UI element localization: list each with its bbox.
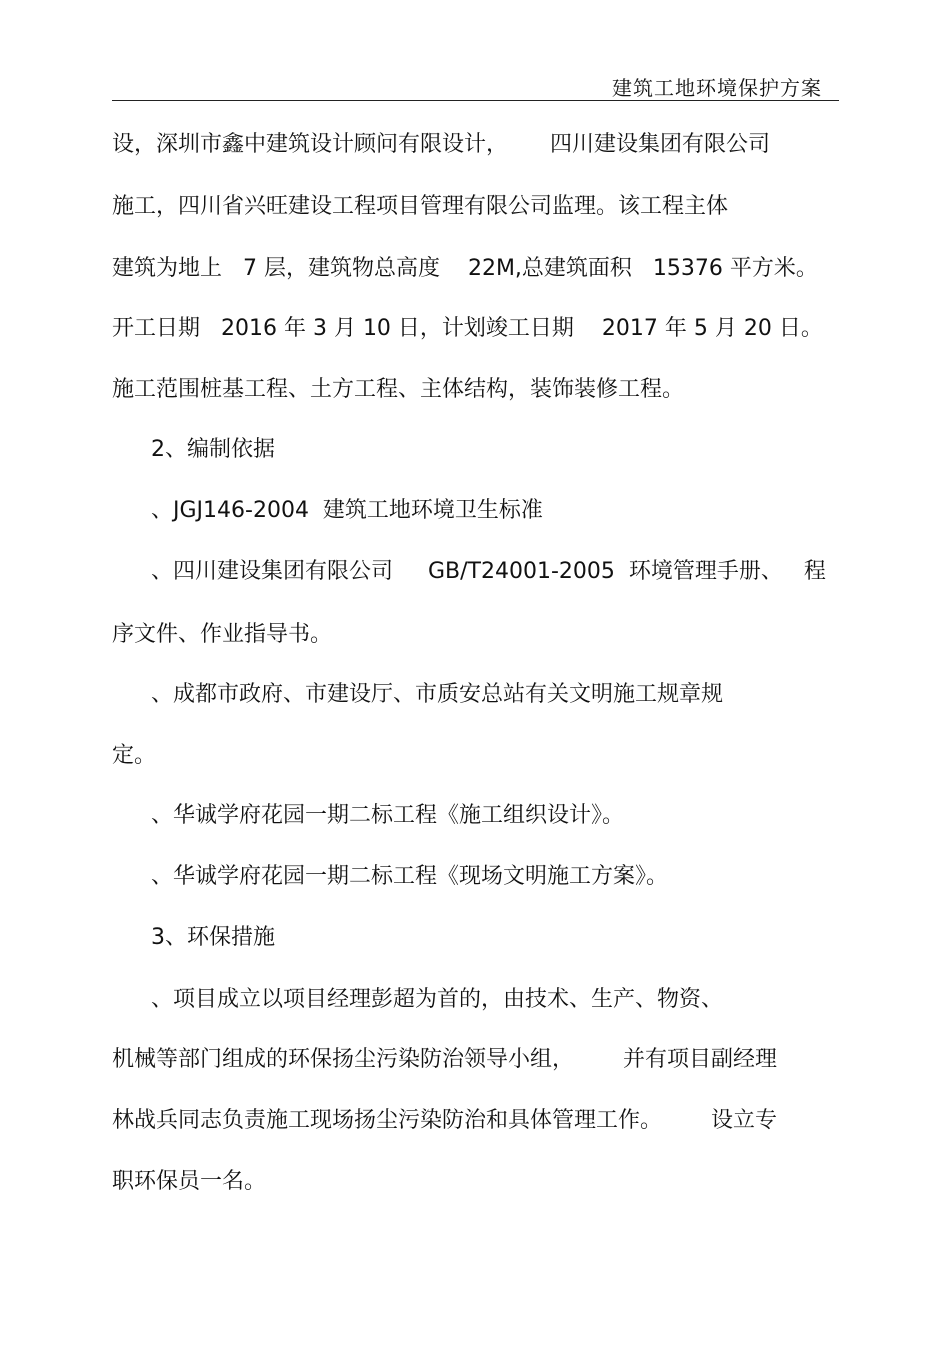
body-line: 建筑为地上 7 层，建筑物总高度 22M,总建筑面积 15376 平方米。 [112,256,818,281]
body-line: 林战兵同志负责施工现场扬尘污染防治和具体管理工作。 设立专 [112,1108,777,1133]
list-item: 、华诚学府花园一期二标工程《施工组织设计》。 [151,803,625,828]
body-line: 开工日期 2016 年 3 月 10 日，计划竣工日期 2017 年 5 月 20 日。 [112,316,823,341]
list-item: 、JGJ146-2004 建筑工地环境卫生标准 [151,498,543,523]
section-heading: 2、编制依据 [151,437,275,462]
list-item: 、华诚学府花园一期二标工程《现场文明施工方案》。 [151,864,669,889]
list-item: 、成都市政府、市建设厅、市质安总站有关文明施工规章规 [151,682,724,707]
body-line: 机械等部门组成的环保扬尘污染防治领导小组， 并有项目副经理 [112,1047,777,1072]
section-heading: 3、环保措施 [151,925,275,950]
body-line: 施工范围桩基工程、土方工程、主体结构，装饰装修工程。 [112,377,685,402]
list-item: 、项目成立以项目经理彭超为首的，由技术、生产、物资、 [151,987,724,1012]
body-line: 施工，四川省兴旺建设工程项目管理有限公司监理。该工程主体 [112,194,729,219]
body-line: 职环保员一名。 [112,1169,267,1194]
body-line: 定。 [112,743,157,768]
header-divider [112,100,839,101]
body-line: 序文件、作业指导书。 [112,622,333,647]
list-item: 、四川建设集团有限公司 GB/T24001-2005 环境管理手册、 程 [151,559,826,584]
body-line: 设，深圳市鑫中建筑设计顾问有限设计， 四川建设集团有限公司 [112,132,770,157]
header-title: 建筑工地环境保护方案 [612,76,822,100]
